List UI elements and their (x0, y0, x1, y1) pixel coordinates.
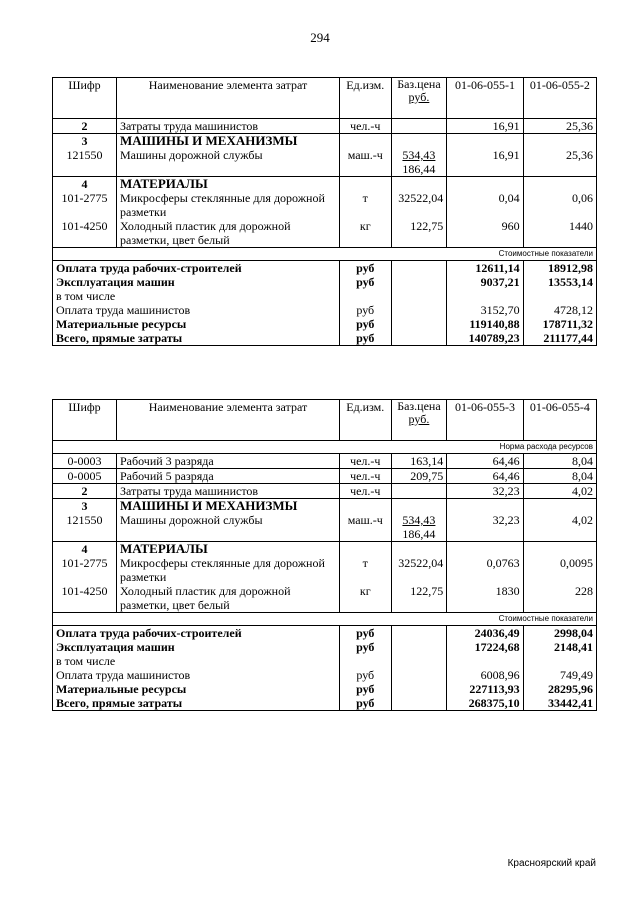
cost-name: в том числе (53, 289, 340, 303)
table-row (53, 556, 597, 584)
page-number: 294 (310, 30, 330, 45)
header-price-line1: Баз.цена (397, 399, 441, 413)
row-price: 122,75 (391, 219, 447, 248)
row-unit: чел.-ч (339, 484, 391, 499)
header-col-a: 01-06-055-3 (447, 400, 523, 441)
section-row (53, 177, 597, 192)
row-code: 101-4250 (53, 584, 117, 613)
header-col-b: 01-06-055-4 (523, 400, 596, 441)
row-code: 101-4250 (53, 219, 117, 248)
row-value-a: 64,46 (447, 469, 523, 484)
cost-value-a: 24036,49 (447, 626, 523, 641)
section-title: МАШИНЫ И МЕХАНИЗМЫ (117, 499, 340, 514)
cost-value-b: 18912,98 (523, 261, 596, 276)
table-header-row (53, 400, 597, 441)
cost-unit (339, 289, 391, 303)
table-row (53, 513, 597, 542)
row-value-b: 4,02 (523, 484, 596, 499)
cost-name: Оплата труда рабочих-строителей (53, 626, 340, 641)
section-row (53, 542, 597, 557)
row-value-b: 25,36 (523, 119, 596, 134)
header-code: Шифр (53, 400, 117, 441)
row-price: 122,75 (391, 584, 447, 613)
row-price (391, 148, 447, 177)
cost-value-a: 119140,88 (447, 317, 523, 331)
row-price (391, 119, 447, 134)
cost-row (53, 289, 597, 303)
cost-unit: руб (339, 626, 391, 641)
cost-name: Всего, прямые затраты (53, 331, 340, 346)
row-name: Микросферы стеклянные для дорожной разметки (117, 191, 340, 219)
row-value-b: 1440 (523, 219, 596, 248)
row-name: Рабочий 5 разряда (117, 469, 340, 484)
cost-name: Всего, прямые затраты (53, 696, 340, 711)
row-name: Затраты труда машинистов (117, 119, 340, 134)
row-name: Затраты труда машинистов (117, 484, 340, 499)
header-unit: Ед.изм. (339, 400, 391, 441)
section-code: 3 (53, 499, 117, 514)
cost-value-b: 2148,41 (523, 640, 596, 654)
cost-name: в том числе (53, 654, 340, 668)
header-code: Шифр (53, 78, 117, 119)
table-row (53, 454, 597, 469)
norm-band-label: Норма расхода ресурсов (53, 441, 597, 454)
cost-value-b: 33442,41 (523, 696, 596, 711)
cost-name: Эксплуатация машин (53, 640, 340, 654)
cost-value-a: 6008,96 (447, 668, 523, 682)
cost-row (53, 682, 597, 696)
cost-value-a: 9037,21 (447, 275, 523, 289)
row-code: 101-2775 (53, 556, 117, 584)
row-value-b: 0,06 (523, 191, 596, 219)
section-code: 3 (53, 134, 117, 149)
cost-unit: руб (339, 640, 391, 654)
cost-value-b: 4728,12 (523, 303, 596, 317)
cost-band-label: Стоимостные показатели (53, 613, 597, 626)
section-title: МАТЕРИАЛЫ (117, 542, 340, 557)
table-row (53, 191, 597, 219)
footer-region: Красноярский край (507, 858, 596, 869)
cost-unit: руб (339, 668, 391, 682)
cost-unit (339, 654, 391, 668)
cost-row (53, 303, 597, 317)
row-unit: маш.-ч (339, 148, 391, 177)
row-price-main: 534,43 (402, 513, 436, 527)
cost-name: Оплата труда машинистов (53, 303, 340, 317)
section-code: 4 (53, 542, 117, 557)
row-unit: чел.-ч (339, 454, 391, 469)
row-value-a: 1830 (447, 584, 523, 613)
cost-name: Оплата труда машинистов (53, 668, 340, 682)
cost-table-1 (52, 77, 597, 346)
row-price-sub: 186,44 (402, 162, 436, 176)
table-row (53, 484, 597, 499)
row-unit: чел.-ч (339, 119, 391, 134)
cost-band-label: Стоимостные показатели (53, 248, 597, 261)
row-name: Машины дорожной службы (117, 513, 340, 542)
cost-value-b: 2998,04 (523, 626, 596, 641)
row-value-a: 960 (447, 219, 523, 248)
cost-row (53, 654, 597, 668)
header-price-line2: руб. (408, 412, 430, 426)
row-name: Микросферы стеклянные для дорожной разметки (117, 556, 340, 584)
table-row (53, 119, 597, 134)
cost-value-a: 12611,14 (447, 261, 523, 276)
header-name: Наименование элемента затрат (117, 400, 340, 441)
row-value-b: 25,36 (523, 148, 596, 177)
row-price-main: 534,43 (402, 148, 436, 162)
row-name: Машины дорожной службы (117, 148, 340, 177)
cost-unit: руб (339, 317, 391, 331)
cost-row (53, 626, 597, 641)
header-price (391, 400, 447, 441)
cost-name: Эксплуатация машин (53, 275, 340, 289)
cost-value-a: 3152,70 (447, 303, 523, 317)
header-price-line1: Баз.цена (397, 77, 441, 91)
row-value-b: 8,04 (523, 454, 596, 469)
cost-unit: руб (339, 261, 391, 276)
row-price: 163,14 (391, 454, 447, 469)
cost-row (53, 640, 597, 654)
header-name: Наименование элемента затрат (117, 78, 340, 119)
cost-unit: руб (339, 696, 391, 711)
section-row (53, 134, 597, 149)
cost-unit: руб (339, 331, 391, 346)
cost-value-b (523, 654, 596, 668)
row-code: 121550 (53, 148, 117, 177)
row-value-b: 0,0095 (523, 556, 596, 584)
cost-row (53, 331, 597, 346)
cost-value-a: 17224,68 (447, 640, 523, 654)
row-unit: кг (339, 584, 391, 613)
cost-value-a: 227113,93 (447, 682, 523, 696)
row-price-sub: 186,44 (402, 527, 436, 541)
cost-row (53, 275, 597, 289)
section-title: МАТЕРИАЛЫ (117, 177, 340, 192)
cost-row (53, 317, 597, 331)
table-row (53, 469, 597, 484)
cost-row (53, 668, 597, 682)
cost-value-b: 211177,44 (523, 331, 596, 346)
cost-name: Материальные ресурсы (53, 317, 340, 331)
cost-unit: руб (339, 275, 391, 289)
row-price: 32522,04 (391, 191, 447, 219)
table-header-row (53, 78, 597, 119)
section-code: 4 (53, 177, 117, 192)
cost-value-b: 749,49 (523, 668, 596, 682)
row-value-a: 0,04 (447, 191, 523, 219)
table-row (53, 148, 597, 177)
row-price: 209,75 (391, 469, 447, 484)
row-value-b: 8,04 (523, 469, 596, 484)
row-name: Холодный пластик для дорожной разметки, цвет белый (117, 584, 340, 613)
cost-value-b: 178711,32 (523, 317, 596, 331)
row-name: Холодный пластик для дорожной разметки, цвет белый (117, 219, 340, 248)
cost-value-b: 13553,14 (523, 275, 596, 289)
row-unit: кг (339, 219, 391, 248)
cost-unit: руб (339, 682, 391, 696)
row-value-a: 64,46 (447, 454, 523, 469)
row-value-b: 228 (523, 584, 596, 613)
table-row (53, 584, 597, 613)
row-code: 2 (53, 484, 117, 499)
row-price: 32522,04 (391, 556, 447, 584)
cost-table-2 (52, 399, 597, 711)
row-code: 121550 (53, 513, 117, 542)
row-unit: т (339, 556, 391, 584)
row-price (391, 484, 447, 499)
cost-unit: руб (339, 303, 391, 317)
section-title: МАШИНЫ И МЕХАНИЗМЫ (117, 134, 340, 149)
cost-name: Материальные ресурсы (53, 682, 340, 696)
cost-band-row (53, 613, 597, 626)
row-value-a: 0,0763 (447, 556, 523, 584)
row-unit: маш.-ч (339, 513, 391, 542)
row-code: 2 (53, 119, 117, 134)
row-code: 0-0005 (53, 469, 117, 484)
cost-value-b (523, 289, 596, 303)
row-value-b: 4,02 (523, 513, 596, 542)
table-row (53, 219, 597, 248)
row-unit: т (339, 191, 391, 219)
row-value-a: 16,91 (447, 119, 523, 134)
cost-value-a (447, 289, 523, 303)
header-price-line2: руб. (408, 90, 430, 104)
header-col-b: 01-06-055-2 (523, 78, 596, 119)
cost-row (53, 696, 597, 711)
cost-row (53, 261, 597, 276)
row-code: 101-2775 (53, 191, 117, 219)
cost-band-row (53, 248, 597, 261)
row-value-a: 16,91 (447, 148, 523, 177)
header-col-a: 01-06-055-1 (447, 78, 523, 119)
row-price (391, 513, 447, 542)
section-row (53, 499, 597, 514)
cost-value-a: 268375,10 (447, 696, 523, 711)
cost-name: Оплата труда рабочих-строителей (53, 261, 340, 276)
row-value-a: 32,23 (447, 513, 523, 542)
norm-band-row (53, 441, 597, 454)
cost-value-a (447, 654, 523, 668)
cost-value-a: 140789,23 (447, 331, 523, 346)
row-unit: чел.-ч (339, 469, 391, 484)
row-name: Рабочий 3 разряда (117, 454, 340, 469)
header-unit: Ед.изм. (339, 78, 391, 119)
row-code: 0-0003 (53, 454, 117, 469)
row-value-a: 32,23 (447, 484, 523, 499)
header-price (391, 78, 447, 119)
cost-value-b: 28295,96 (523, 682, 596, 696)
